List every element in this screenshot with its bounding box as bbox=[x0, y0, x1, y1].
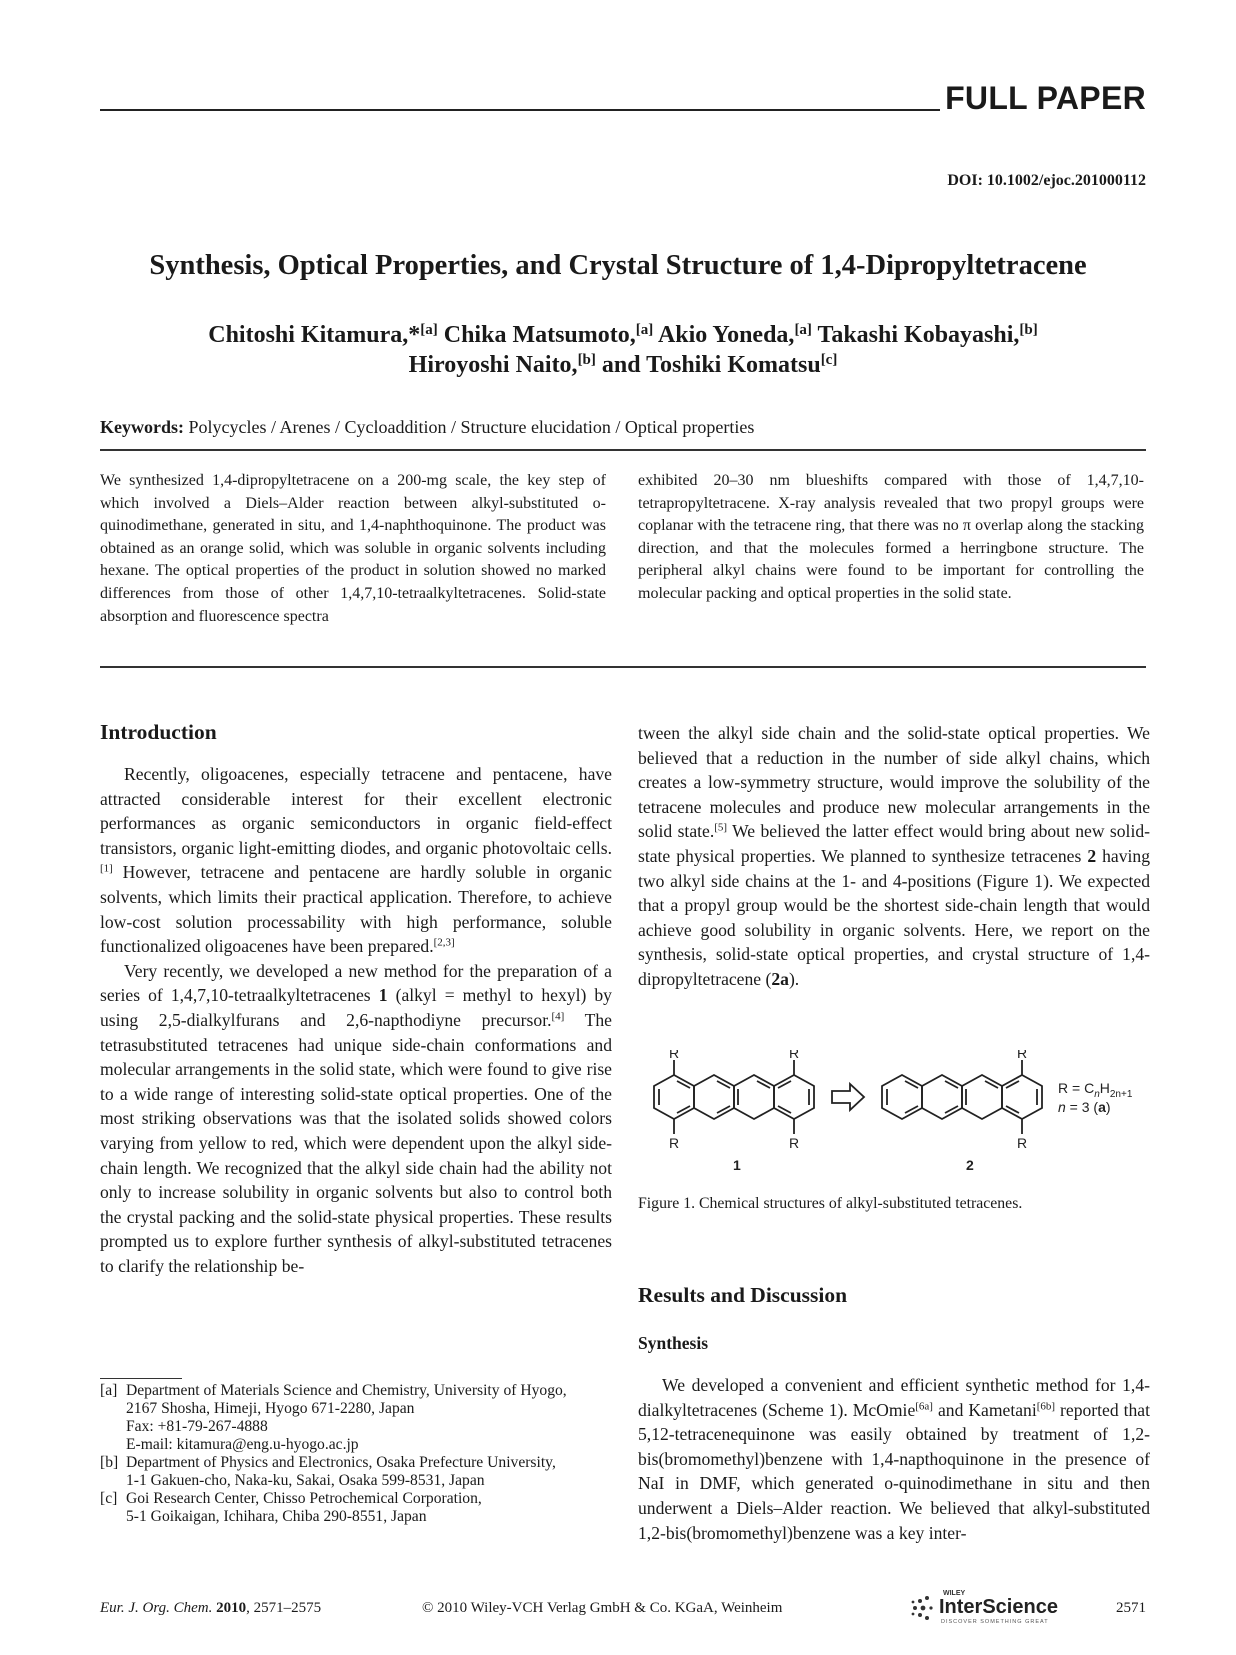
keywords-label: Keywords: bbox=[100, 417, 184, 437]
text-run: The tetrasubstituted tetracenes had unique side-chain conformations and molecular arrangements in the solid state, which were found to give rise to a wide range of interesting solid-state optical properties. One of the most striking observations was that the isolated solids showed colors varying from yellow to red, which were dependent upon the alkyl side-chain length. We recognized that the alkyl side chain had the ability not only to increase solubility in organic solvents but also to control both the crystal packing and the solid-state physical properties. These results prompted us to explore further synthesis of alkyl-substituted tetracenes to clarify the relationship be- bbox=[100, 1009, 612, 1276]
figure-1 bbox=[650, 1050, 1140, 1175]
journal-name: Eur. J. Org. Chem. bbox=[100, 1600, 213, 1616]
article-title: Synthesis, Optical Properties, and Crystal Structure of 1,4-Dipropyltetracene bbox=[149, 250, 1087, 281]
text-run: We believed the latter effect would bring about new solid-state physical properties. We planned to synthesize tetracenes bbox=[638, 821, 1150, 866]
synthesis-subheading: Synthesis bbox=[638, 1333, 709, 1353]
logo-tagline: DISCOVER SOMETHING GREAT bbox=[941, 1619, 1049, 1625]
author-name: Chitoshi Kitamura,* bbox=[208, 322, 421, 348]
affiliation-footnotes bbox=[100, 1382, 612, 1526]
formula-text: R = C bbox=[1058, 1080, 1095, 1096]
footnote-line: 2167 Shosha, Himeji, Hyogo 671-2280, Japan bbox=[126, 1400, 415, 1417]
n-text: = 3 ( bbox=[1065, 1099, 1099, 1115]
paragraph bbox=[638, 1373, 1150, 1545]
journal-year: 2010 bbox=[216, 1600, 247, 1616]
text-run: reported that 5,12-tetracenequinone was easily obtained by treatment of 1,2-bis(bromomethyl)benzene with 1,4-napthoquinone in the presence of NaI in DMF, which generated o-quinodimethane in situ and then underwent a Diels–Alder reaction. We believed that alkyl-substituted 1,2-bis(bromomethyl)benzene was a key inter- bbox=[638, 1399, 1151, 1543]
n-compound: a bbox=[1098, 1099, 1106, 1115]
ring bbox=[694, 1075, 734, 1119]
footnote-line: 1-1 Gakuen-cho, Naka-ku, Sakai, Osaka 599-8531, Japan bbox=[126, 1472, 485, 1489]
header-rule bbox=[100, 109, 940, 111]
text-run: ). bbox=[788, 968, 800, 989]
logo-top-text: WILEY bbox=[943, 1590, 966, 1597]
text-run: tween the alkyl side chain and the solid-state optical properties. We believed that a reduction in the number of side alkyl chains, which creates a low-symmetry structure, would improve the solubility of the tetracene molecules and produce new molecular arrangements in the solid state. bbox=[638, 723, 1150, 842]
footnote-key: [b] bbox=[100, 1454, 119, 1471]
substituent-label: R bbox=[669, 1135, 680, 1151]
ring bbox=[962, 1075, 1002, 1119]
substituent-label: R bbox=[1017, 1050, 1028, 1061]
author-name: Chika Matsumoto, bbox=[443, 322, 636, 348]
formula-text: H bbox=[1099, 1080, 1110, 1096]
citation[interactable]: [4] bbox=[551, 1010, 565, 1023]
formula-subscript: 2n+1 bbox=[1109, 1089, 1133, 1100]
footnote-line: Department of Materials Science and Chemistry, University of Hyogo, bbox=[126, 1382, 567, 1399]
interscience-logo-icon bbox=[903, 1586, 1073, 1626]
doi[interactable]: DOI: 10.1002/ejoc.201000112 bbox=[947, 172, 1146, 189]
compound-label-1: 1 bbox=[733, 1157, 741, 1173]
text-run: Very recently, we developed a new method for the preparation of a series of 1,4,7,10-tetraalkyltetracenes bbox=[100, 960, 612, 1006]
page-number: 2571 bbox=[1116, 1600, 1146, 1616]
author-name: Takashi Kobayashi, bbox=[817, 322, 1020, 348]
journal-pages: , 2571–2575 bbox=[246, 1600, 322, 1616]
ring bbox=[654, 1075, 694, 1119]
ring bbox=[1002, 1075, 1042, 1119]
author-affiliation: [a] bbox=[794, 321, 812, 338]
author-name: Akio Yoneda, bbox=[657, 322, 795, 348]
email-link[interactable]: E-mail: kitamura@eng.u-hyogo.ac.jp bbox=[126, 1436, 359, 1453]
introduction-right-column bbox=[638, 721, 1150, 992]
footnote-line: Department of Physics and Electronics, Osaka Prefecture University, bbox=[126, 1454, 556, 1471]
author-affiliation: [c] bbox=[820, 351, 838, 368]
n-value-line bbox=[1058, 1099, 1111, 1115]
text-run: However, tetracene and pentacene are hardly soluble in organic solvents, which limits their practical application. Therefore, to achieve low-cost solution processability with high performance, soluble functionalized oligoacenes have been prepared. bbox=[100, 862, 612, 957]
keywords-text: Polycycles / Arenes / Cycloaddition / Structure elucidation / Optical properties bbox=[188, 417, 755, 437]
formula-line bbox=[1058, 1080, 1133, 1100]
compound-label-2: 2 bbox=[966, 1157, 974, 1173]
substituent-label: R bbox=[1017, 1135, 1028, 1151]
author-affiliation: [a] bbox=[635, 321, 654, 338]
footer-citation bbox=[100, 1600, 321, 1617]
author-affiliation: [b] bbox=[1019, 321, 1038, 338]
results-heading: Results and Discussion bbox=[638, 1283, 848, 1307]
footnote-key: [c] bbox=[100, 1490, 118, 1507]
paragraph bbox=[638, 721, 1150, 992]
substituent-label: R bbox=[669, 1050, 680, 1061]
section-label: FULL PAPER bbox=[945, 80, 1146, 116]
keywords bbox=[100, 417, 754, 438]
text-run: and Kametani bbox=[932, 1399, 1037, 1420]
abstract-left: We synthesized 1,4-dipropyltetracene on a 200-mg scale, the key step of which involved a Diels–Alder reaction between alkyl-substituted o-quinodimethane, generated in situ, and 1,4-naphthoquinone. The product was obtained as an orange solid, which was soluble in organic solvents including hexane. The optical properties of the product in solution showed no marked differences from those of other 1,4,7,10-tetraalkyltetracenes. Solid-state absorption and fluorescence spectra bbox=[100, 472, 606, 625]
footnote-b bbox=[100, 1454, 612, 1490]
results-column bbox=[638, 1373, 1150, 1545]
substituent-label: R bbox=[789, 1135, 800, 1151]
footnote-line: Goi Research Center, Chisso Petrochemical Corporation, bbox=[126, 1490, 482, 1507]
footnote-a bbox=[100, 1382, 612, 1454]
ring bbox=[774, 1075, 814, 1119]
figure-caption: Figure 1. Chemical structures of alkyl-substituted tetracenes. bbox=[638, 1195, 1023, 1212]
footnote-line: Fax: +81-79-267-4888 bbox=[126, 1418, 268, 1435]
ring bbox=[882, 1075, 922, 1119]
citation[interactable]: [2,3] bbox=[433, 936, 455, 949]
author-affiliation: [a] bbox=[420, 321, 438, 338]
paragraph bbox=[100, 959, 612, 1279]
n-variable: n bbox=[1058, 1099, 1066, 1115]
ring bbox=[922, 1075, 962, 1119]
abstract-rule bbox=[100, 666, 1146, 668]
citation[interactable]: [6b] bbox=[1036, 1400, 1056, 1412]
text-run: having two alkyl side chains at the 1- and 4-positions (Figure 1). We expected that a propyl group would be the shortest side-chain length that would achieve good solubility in organic solvents. Here, we report on the synthesis, solid-state optical properties, and crystal structure of 1,4-dipropyltetracene ( bbox=[638, 845, 1150, 989]
compound-number: 2 bbox=[1087, 845, 1097, 866]
reaction-arrow bbox=[832, 1084, 864, 1110]
author-list bbox=[100, 320, 1146, 380]
citation[interactable]: [6a] bbox=[915, 1400, 933, 1412]
text-run: Recently, oligoacenes, especially tetracene and pentacene, have attracted considerable interest for their excellent electronic performances as organic semiconductors in organic field-effect transistors, organic light-emitting diodes, and organic photovoltaic cells. bbox=[100, 764, 612, 858]
keywords-rule bbox=[100, 449, 1146, 451]
formula-subscript: n bbox=[1094, 1089, 1100, 1100]
footnote-c bbox=[100, 1490, 612, 1526]
footnote-rule bbox=[100, 1378, 182, 1379]
logo-main-text: InterScience bbox=[939, 1596, 1058, 1618]
compound-number: 1 bbox=[378, 985, 388, 1006]
ring bbox=[734, 1075, 774, 1119]
footnote-line: 5-1 Goikaigan, Ichihara, Chiba 290-8551, Japan bbox=[126, 1508, 427, 1525]
paragraph bbox=[100, 762, 612, 959]
interscience-logo[interactable] bbox=[903, 1586, 1073, 1626]
author-affiliation: [b] bbox=[577, 351, 596, 368]
substituent-label: R bbox=[789, 1050, 800, 1061]
citation[interactable]: [5] bbox=[714, 821, 728, 834]
text-run: (alkyl = methyl to hexyl) by using 2,5-dialkylfurans and 2,6-napthodiyne precursor. bbox=[100, 985, 612, 1030]
introduction-heading: Introduction bbox=[100, 720, 217, 744]
author-name: Hiroyoshi Naito, bbox=[408, 352, 578, 378]
text-run: We developed a convenient and efficient synthetic method for 1,4-dialkyltetracenes (Scheme 1). McOmie bbox=[638, 1375, 1150, 1420]
n-text: ) bbox=[1105, 1099, 1111, 1115]
abstract-right: exhibited 20–30 nm blueshifts compared with those of 1,4,7,10-tetrapropyltetracene. X-ray analysis revealed that two propyl groups were coplanar with the tetracene ring, that there was no π overlap along the stacking direction, and that the molecules formed a herringbone structure. The peripheral alkyl chains were found to be important for controlling the molecular packing and optical properties in the solid state. bbox=[638, 472, 1144, 602]
citation[interactable]: [1] bbox=[100, 862, 113, 875]
author-name: and Toshiki Komatsu bbox=[601, 352, 821, 378]
footer-copyright: © 2010 Wiley-VCH Verlag GmbH & Co. KGaA, Weinheim bbox=[422, 1600, 783, 1616]
compound-number: 2a bbox=[771, 968, 789, 989]
chemical-structures-diagram bbox=[650, 1050, 1140, 1175]
footnote-key: [a] bbox=[100, 1382, 118, 1399]
introduction-left-column bbox=[100, 762, 612, 1278]
